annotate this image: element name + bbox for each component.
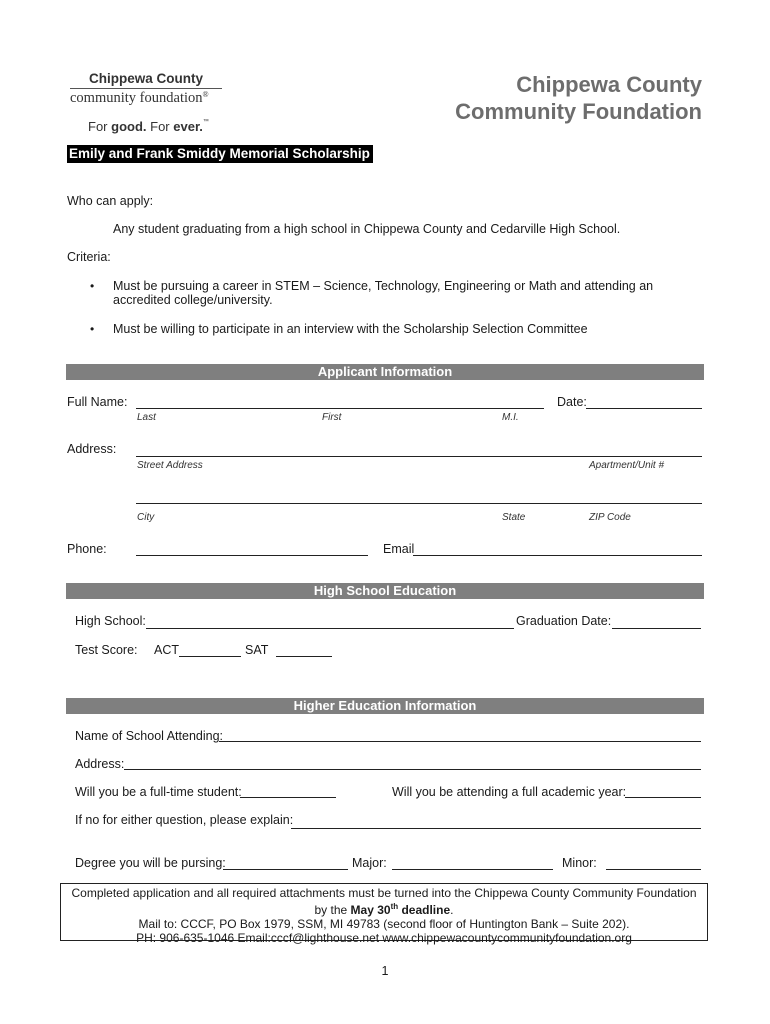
degree-field[interactable]: [223, 869, 348, 870]
middle-initial-caption: M.I.: [502, 412, 519, 423]
footer-line2-pre: by the: [314, 903, 351, 917]
date-field[interactable]: [586, 408, 702, 409]
logo-tagline: [88, 119, 209, 134]
phone-field[interactable]: [136, 555, 368, 556]
address-label: Address:: [67, 442, 117, 456]
logo-rule: [70, 88, 222, 89]
criteria-item-1a: Must be pursuing a career in STEM – Science, Technology, Engineering or Math and attending an: [113, 279, 654, 293]
minor-field[interactable]: [606, 869, 701, 870]
higher-ed-address-field[interactable]: [124, 769, 701, 770]
major-field[interactable]: [392, 869, 553, 870]
higher-education-section-header: Higher Education Information: [66, 698, 704, 714]
email-field[interactable]: [413, 555, 702, 556]
last-name-caption: Last: [137, 412, 156, 423]
tagline-tm: ™: [202, 119, 209, 125]
logo-line2-text: community foundation: [70, 90, 203, 106]
street-address-caption: Street Address: [137, 460, 203, 471]
graduation-date-field[interactable]: [612, 628, 701, 629]
state-caption: State: [502, 512, 526, 523]
org-title-line1: Chippewa County: [516, 72, 702, 97]
logo-registered-mark: ®: [202, 90, 209, 99]
full-name-label: Full Name:: [67, 395, 128, 409]
deadline-date: May 30: [350, 903, 391, 917]
criteria-item-1b: accredited college/university.: [113, 293, 273, 307]
full-name-field[interactable]: [136, 408, 544, 409]
tagline-pre: For: [88, 119, 112, 134]
criteria-item-2: Must be willing to participate in an interview with the Scholarship Selection Committee: [113, 322, 588, 336]
city-caption: City: [137, 512, 155, 523]
higher-ed-address-label: Address:: [75, 757, 125, 771]
street-address-field[interactable]: [136, 456, 702, 457]
who-can-apply-text: Any student graduating from a high school in Chippewa County and Cedarville High School.: [113, 222, 621, 236]
footer-line1: Completed application and all required attachments must be turned into the Chippewa County Community Foundation: [71, 886, 697, 900]
high-school-field[interactable]: [146, 628, 514, 629]
bullet-icon: •: [90, 279, 95, 293]
logo-line1: Chippewa County: [89, 71, 203, 86]
high-school-section-header: High School Education: [66, 583, 704, 599]
deadline-word: deadline: [398, 903, 451, 917]
who-can-apply-label: Who can apply:: [67, 194, 154, 208]
date-label: Date:: [557, 395, 587, 409]
city-state-zip-field[interactable]: [136, 503, 702, 504]
full-year-field[interactable]: [625, 797, 701, 798]
org-title: [455, 71, 702, 125]
submission-instructions-box: [60, 883, 708, 945]
explain-field[interactable]: [291, 828, 701, 829]
sat-label: SAT: [245, 643, 269, 657]
explain-label: If no for either question, please explain:: [75, 813, 294, 827]
deadline-date-suffix: th: [390, 902, 399, 911]
scholarship-title: Emily and Frank Smiddy Memorial Scholarship: [67, 145, 373, 163]
high-school-label: High School:: [75, 614, 146, 628]
apartment-caption: Apartment/Unit #: [589, 460, 665, 471]
full-year-label: Will you be attending a full academic year:: [392, 785, 627, 799]
footer-line2-post: .: [450, 903, 454, 917]
full-time-label: Will you be a full-time student:: [75, 785, 242, 799]
act-label: ACT: [154, 643, 179, 657]
test-score-label: Test Score:: [75, 643, 138, 657]
footer-contact: PH: 906-635-1046 Email:cccf@lighthouse.net www.chippewacountycommunityfoundation.org: [136, 931, 632, 945]
tagline-good: good.: [111, 119, 147, 134]
org-title-line2: Community Foundation: [455, 99, 702, 124]
logo-line2: [70, 90, 209, 107]
applicant-section-header: Applicant Information: [66, 364, 704, 380]
tagline-mid: For: [146, 119, 174, 134]
email-label: Email: [383, 542, 415, 556]
full-time-field[interactable]: [240, 797, 336, 798]
footer-mail-address: Mail to: CCCF, PO Box 1979, SSM, MI 49783 (second floor of Huntington Bank – Suite 202).: [138, 917, 630, 931]
tagline-ever: ever.: [173, 119, 203, 134]
minor-label: Minor:: [562, 856, 597, 870]
act-score-field[interactable]: [179, 656, 241, 657]
first-name-caption: First: [322, 412, 342, 423]
school-attending-field[interactable]: [219, 741, 701, 742]
page-number: 1: [381, 964, 389, 978]
phone-label: Phone:: [67, 542, 107, 556]
graduation-date-label: Graduation Date:: [516, 614, 612, 628]
criteria-label: Criteria:: [67, 250, 111, 264]
degree-label: Degree you will be pursing:: [75, 856, 226, 870]
footer-line2: [61, 900, 707, 917]
sat-score-field[interactable]: [276, 656, 332, 657]
bullet-icon: •: [90, 322, 95, 336]
school-attending-label: Name of School Attending:: [75, 729, 224, 743]
major-label: Major:: [352, 856, 387, 870]
zip-caption: ZIP Code: [589, 512, 631, 523]
